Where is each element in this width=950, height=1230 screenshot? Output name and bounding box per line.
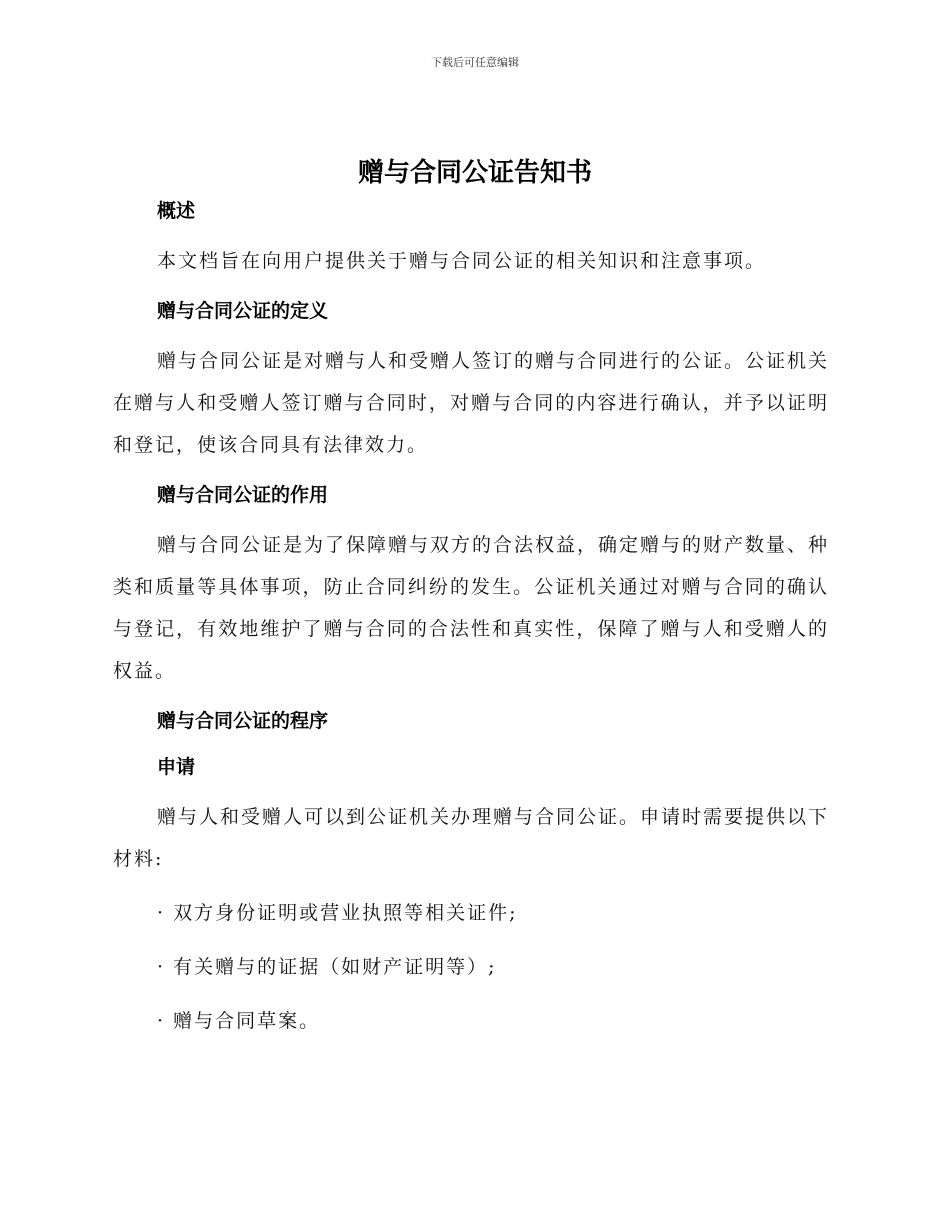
heading-role: 赠与合同公证的作用 bbox=[157, 484, 329, 506]
heading-procedure: 赠与合同公证的程序 bbox=[157, 710, 329, 732]
list-item-material-1: · 双方身份证明或营业执照等相关证件; bbox=[157, 902, 518, 924]
paragraph-definition: 赠与合同公证是对赠与人和受赠人签订的赠与合同进行的公证。公证机关在赠与人和受赠人签订赠与合同时，对赠与合同的内容进行确认，并予以证明和登记，使该合同具有法律效力。 bbox=[113, 350, 830, 456]
list-item-material-3: · 赠与合同草案。 bbox=[157, 1010, 321, 1032]
document-body bbox=[113, 194, 829, 1042]
list-item-material-2: · 有关赠与的证据（如财产证明等）; bbox=[157, 956, 497, 978]
heading-definition: 赠与合同公证的定义 bbox=[157, 300, 329, 322]
page-header-note: 下载后可任意编辑 bbox=[431, 56, 519, 69]
paragraph-overview: 本文档旨在向用户提供关于赠与合同公证的相关知识和注意事项。 bbox=[157, 250, 767, 272]
heading-apply: 申请 bbox=[157, 756, 196, 778]
paragraph-apply: 赠与人和受赠人可以到公证机关办理赠与合同公证。申请时需要提供以下材料: bbox=[113, 806, 830, 870]
document-title: 赠与合同公证告知书 bbox=[357, 158, 592, 188]
heading-overview: 概述 bbox=[157, 200, 196, 222]
paragraph-role: 赠与合同公证是为了保障赠与双方的合法权益，确定赠与的财产数量、种类和质量等具体事项，防止合同纠纷的发生。公证机关通过对赠与合同的确认与登记，有效地维护了赠与合同的合法性和真实性，保障了赠与人和受赠人的权益。 bbox=[113, 534, 830, 682]
